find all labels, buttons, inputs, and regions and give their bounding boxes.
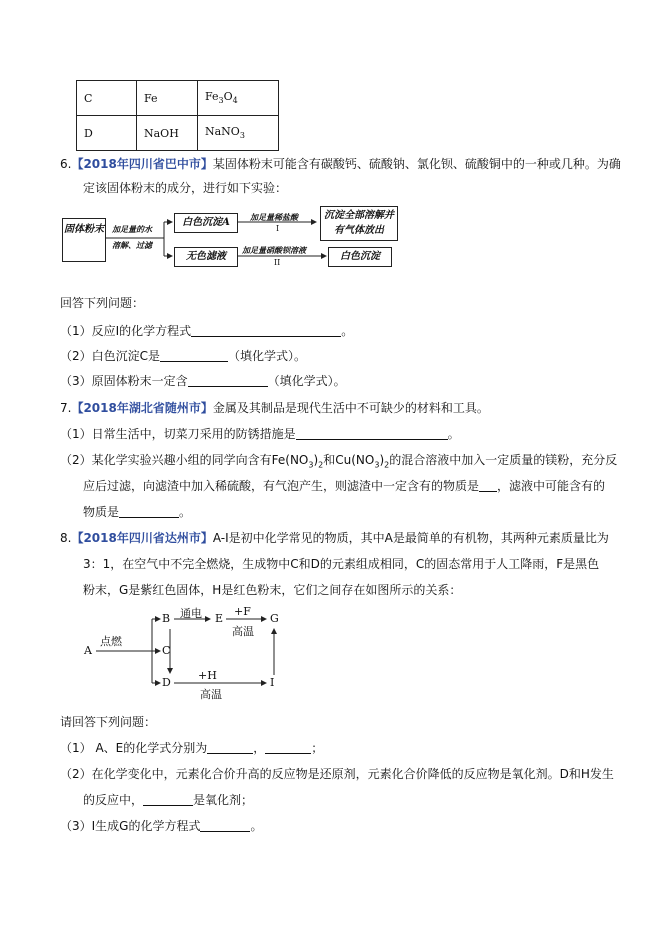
flow-label-i: I — [276, 224, 280, 233]
flow-note-filter: 溶解、过滤 — [112, 240, 152, 250]
q7-item-2: （2）某化学实验兴趣小组的同学向含有$Fe(NO_3)_2$和$Cu(NO_3)_2$的混合溶液中加入一定质量的镁粉，充分反 — [60, 453, 618, 470]
node-e: E — [215, 612, 224, 625]
node-c: C — [162, 644, 171, 657]
answer-blank[interactable] — [265, 741, 311, 754]
answer-blank[interactable] — [119, 505, 179, 518]
answer-blank[interactable] — [143, 793, 193, 806]
q6-item-3: （3）原固体粉末一定含 （填化学式）。 — [60, 374, 346, 388]
table-cell: C — [77, 81, 137, 116]
q6-item-1: （1）反应Ⅰ的化学方程式 。 — [60, 324, 354, 338]
flow-label-ii: II — [274, 258, 281, 267]
q6-header: 6.【2018年四川省巴中市】某固体粉末可能含有碳酸钙、硫酸钠、氯化钡、硫酸铜中的一种或几种。为确 — [60, 157, 621, 171]
table-cell: NaNO$_3$ — [198, 116, 279, 151]
q7-source: 【2018年湖北省随州市】 — [71, 401, 213, 415]
q8-source: 【2018年四川省达州市】 — [71, 531, 213, 545]
answer-blank[interactable] — [200, 819, 250, 832]
label-plus-h: +H — [198, 669, 217, 682]
node-b: B — [162, 612, 171, 625]
flow-box-result-2: 白色沉淀 — [328, 247, 392, 267]
q6-source: 【2018年四川省巴中市】 — [71, 157, 213, 171]
node-d: D — [162, 676, 171, 689]
node-a: A — [84, 644, 92, 657]
flow-box-result-1: 沉淀全部溶解并有气体放出 — [320, 206, 398, 241]
table-row — [77, 116, 279, 151]
flow-note-water: 加足量的水 — [112, 224, 152, 234]
q8-header: 8.【2018年四川省达州市】A-I是初中化学常见的物质，其中A是最简单的有机物，其两种元素质量比为 — [60, 531, 609, 545]
q8-item-2: （2）在化学变化中，元素化合价升高的反应物是还原剂，元素化合价降低的反应物是氧化剂。D和H发生 — [60, 767, 614, 781]
answer-blank[interactable] — [188, 374, 268, 387]
q8-item-1: （1） A、E的化学式分别为 ， ； — [60, 741, 324, 755]
table-cell: D — [77, 116, 137, 151]
q7-header: 7.【2018年湖北省随州市】金属及其制品是现代生活中不可缺少的材料和工具。 — [60, 401, 489, 415]
label-plus-f: +F — [234, 605, 251, 618]
label-ignite: 点燃 — [100, 635, 122, 648]
table-cell: $Fe_3O_4$ — [198, 81, 279, 116]
q6-line2: 定该固体粉末的成分，进行如下实验： — [83, 181, 288, 195]
label-electrolysis: 通电 — [180, 607, 202, 620]
q8-item-2-line2: 的反应中， 是氧化剂； — [83, 793, 254, 807]
table-row — [77, 81, 279, 116]
flow-box-start: 固体粉末 — [62, 218, 106, 262]
q8-item-3: （3）I生成G的化学方程式 。 — [60, 819, 263, 833]
table-cell: Fe — [137, 81, 198, 116]
q8-relation-diagram — [82, 605, 292, 700]
answer-blank[interactable] — [191, 324, 341, 337]
q8-line3: 粉末，G是紫红色固体，H是红色粉末，它们之间存在如图所示的关系： — [83, 583, 462, 597]
q7-item-1: （1）日常生活中，切菜刀采用的防锈措施是 。 — [60, 427, 460, 441]
q6-prompt: 回答下列问题： — [60, 296, 145, 310]
flow-note-barium: 加足量硝酸钡溶液 — [242, 245, 306, 255]
answer-table — [76, 80, 279, 151]
table-cell: NaOH — [137, 116, 198, 151]
q7-item-2-line3: 物质是 。 — [83, 505, 192, 519]
q8-line2: 3：1，在空气中不完全燃烧，生成物中C和D的元素组成相同，C的固态常用于人工降雨，F是黑色 — [83, 557, 600, 571]
answer-blank[interactable] — [296, 427, 448, 440]
q6-flow-diagram — [62, 212, 402, 270]
q8-prompt: 请回答下列问题： — [60, 715, 157, 729]
q6-item-2: （2）白色沉淀C是 （填化学式）。 — [60, 349, 307, 363]
answer-blank[interactable] — [160, 349, 228, 362]
q7-item-2-line2: 应后过滤，向滤渣中加入稀硫酸，有气泡产生，则滤渣中一定含有的物质是 ，滤液中可能含有的 — [83, 479, 606, 493]
answer-blank[interactable] — [479, 479, 497, 492]
label-high-temp-1: 高温 — [232, 625, 254, 638]
flow-box-b: 无色滤液 — [174, 247, 238, 267]
answer-blank[interactable] — [207, 741, 253, 754]
flow-box-a: 白色沉淀A — [174, 213, 238, 233]
node-g: G — [270, 612, 279, 625]
flow-note-acid: 加足量稀盐酸 — [250, 212, 298, 222]
label-high-temp-2: 高温 — [200, 688, 222, 701]
node-i: I — [270, 676, 275, 689]
